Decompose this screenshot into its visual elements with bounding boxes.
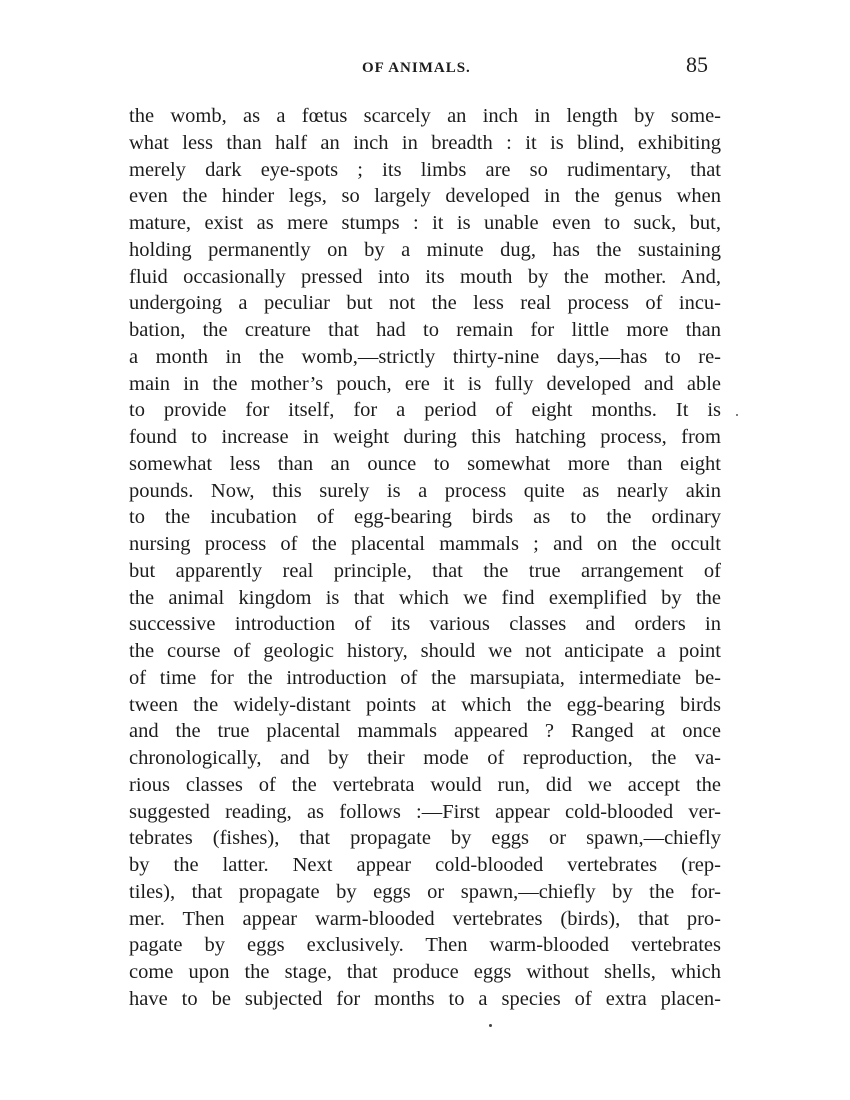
text-line: by the latter. Next appear cold-blooded vertebrates (rep- <box>129 854 721 876</box>
text-line: suggested reading, as follows :—First appear cold-blooded ver- <box>129 800 721 823</box>
text-line: mature, exist as mere stumps : it is unable even to suck, but, <box>129 212 721 234</box>
text-line: but apparently real principle, that the true arrangement of <box>129 559 721 582</box>
text-line: the course of geologic history, should we not anticipate a point <box>129 640 721 662</box>
text-line: come upon the stage, that produce eggs without shells, which <box>129 961 721 983</box>
text-line: undergoing a peculiar but not the less real process of incu- <box>129 292 721 315</box>
page-number: 85 <box>686 52 708 77</box>
text-line: merely dark eye-spots ; its limbs are so rudimentary, that <box>129 158 721 181</box>
text-line: nursing process of the placental mammals ; and on the occult <box>129 533 721 555</box>
stray-mark <box>489 1024 492 1027</box>
text-line: somewhat less than an ounce to somewhat more than eight <box>129 452 721 475</box>
text-line: what less than half an inch in breadth : it is blind, exhibiting <box>129 131 721 154</box>
stray-mark <box>736 414 738 416</box>
text-line: bation, the creature that had to remain for little more than <box>129 319 721 341</box>
text-line: tween the widely-distant points at which the egg-bearing birds <box>129 693 721 716</box>
text-line: and the true placental mammals appeared ? Ranged at once <box>129 720 721 743</box>
text-line: the animal kingdom is that which we find exemplified by the <box>129 586 721 609</box>
text-line: holding permanently on by a minute dug, has the sustaining <box>129 238 721 261</box>
text-line: have to be subjected for months to a species of extra placen- <box>129 987 721 1010</box>
text-line: even the hinder legs, so largely developed in the genus when <box>129 185 721 208</box>
running-head: OF ANIMALS. <box>362 60 471 76</box>
text-line: tebrates (fishes), that propagate by eggs or spawn,—chiefly <box>129 827 721 850</box>
text-line: pagate by eggs exclusively. Then warm-blooded vertebrates <box>129 934 721 957</box>
text-line: successive introduction of its various classes and orders in <box>129 613 721 636</box>
text-line: tiles), that propagate by eggs or spawn,—chiefly by the for- <box>129 880 721 903</box>
text-line: to the incubation of egg-bearing birds as to the ordinary <box>129 506 721 529</box>
text-line: of time for the introduction of the marsupiata, intermediate be- <box>129 666 721 689</box>
text-line: chronologically, and by their mode of reproduction, the va- <box>129 747 721 769</box>
text-line: pounds. Now, this surely is a process quite as nearly akin <box>129 479 721 502</box>
text-line: found to increase in weight during this hatching process, from <box>129 426 721 448</box>
text-line: main in the mother’s pouch, ere it is fully developed and able <box>129 372 721 395</box>
text-line: to provide for itself, for a period of eight months. It is <box>129 399 721 422</box>
text-line: fluid occasionally pressed into its mouth by the mother. And, <box>129 265 721 288</box>
text-line: the womb, as a fœtus scarcely an inch in length by some- <box>129 105 721 127</box>
body-text <box>129 103 721 1013</box>
text-line: a month in the womb,—strictly thirty-nine days,—has to re- <box>129 345 721 368</box>
text-line: mer. Then appear warm-blooded vertebrates (birds), that pro- <box>129 907 721 930</box>
text-line: rious classes of the vertebrata would run, did we accept the <box>129 773 721 796</box>
